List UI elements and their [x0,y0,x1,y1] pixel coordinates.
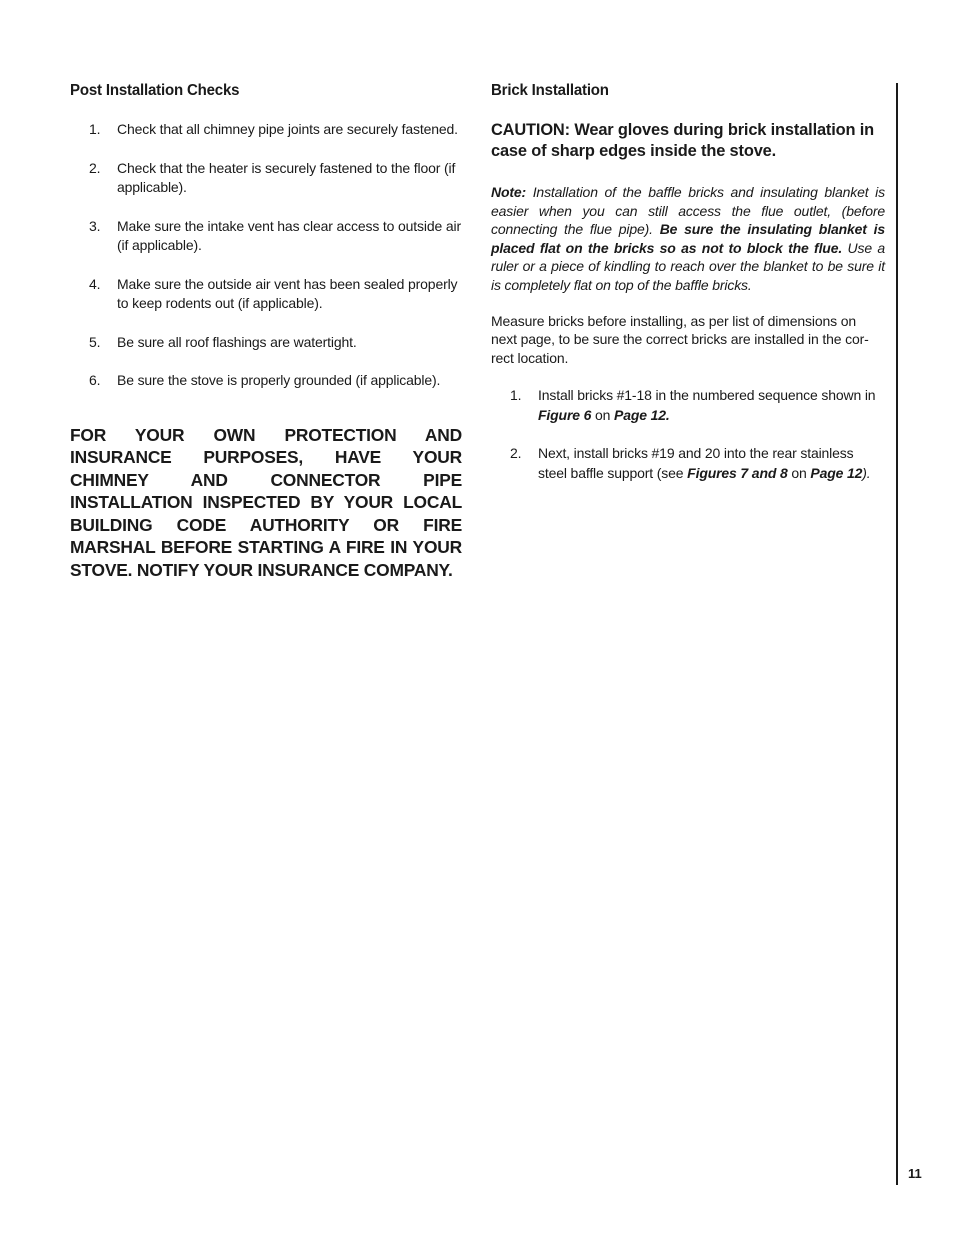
list-item [70,217,462,256]
margin-rule [896,83,898,1185]
note-paragraph [491,183,885,295]
list-item [70,333,462,353]
item-text: Be sure the stove is properly grounded (if applicable). [117,372,441,388]
figure-reference: Figure 6 [538,406,592,423]
checks-list [70,120,462,391]
insurance-warning: FOR YOUR OWN PROTECTION AND INSURANCE PURPOSES, HAVE YOUR CHIMNEY AND CONNECTOR PIPE INSTALLATION INSPECTED BY YOUR LOCAL BUILDING CODE AUTHORITY OR FIRE MARSHAL BEFORE STARTING A FIRE IN YOUR STOVE. NOTIFY YOUR INSURANCE COMPANY. [70,424,462,580]
note-bold-text: Be sure the insulating blanket is placed flat on the bricks so as not to block the flue. [491,221,885,256]
page-number: 11 [908,1166,922,1181]
note-text-2: Use a ruler or a piece of kindling to reach over the blanket to be sure it is completely flat on top of the baffle bricks. [491,239,886,293]
item-number: 2. [510,445,522,462]
item-number: 5. [89,333,101,350]
list-item [70,275,462,314]
page-reference: Page 12. [614,406,670,423]
note-text-1: Installation of the baffle bricks and insulating blanket is easier when you can still access the flue outlet, (before connecting the flue pipe). [491,184,885,238]
item-text-mid: on [787,464,811,481]
item-text-end: ). [862,464,871,481]
item-number: 1. [510,387,522,404]
measure-paragraph: Measure bricks before installing, as per list of dimensions on next page, to be sure the correct bricks are installed in the cor-rect location. [491,312,869,366]
list-item [70,120,462,140]
steps-list [491,386,885,483]
item-text: Be sure all roof flashings are watertight. [117,333,357,350]
list-item [70,159,462,198]
item-number: 6. [89,372,101,388]
item-number: 1. [89,121,101,137]
list-item [70,371,462,391]
item-text: Make sure the outside air vent has been sealed properly to keep rodents out (if applicable). [117,275,458,311]
item-number: 3. [89,217,101,234]
item-text: Make sure the intake vent has clear access to outside air (if applicable). [117,217,461,253]
item-number: 2. [89,159,101,176]
item-text: Check that the heater is securely fastened to the floor (if applicable). [117,159,456,195]
figure-reference: Figures 7 and 8 [687,464,788,481]
item-number: 4. [89,275,101,292]
post-installation-heading: Post Installation Checks [70,82,240,99]
left-column [70,82,462,581]
list-item [491,386,885,425]
item-text: Next, install bricks #19 and 20 into the rear stainless steel baffle support (see [538,445,854,481]
item-text: Check that all chimney pipe joints are securely fastened. [117,121,458,137]
page-reference: Page 12 [810,464,863,481]
caution-text: CAUTION: Wear gloves during brick installation in case of sharp edges inside the stove. [491,121,875,160]
list-item [491,444,885,483]
right-column [491,82,885,502]
item-text: Install bricks #1-18 in the numbered sequence shown in [538,387,876,404]
brick-installation-heading: Brick Installation [491,82,609,99]
note-label: Note: [491,184,527,200]
item-text-mid: on [591,406,615,423]
